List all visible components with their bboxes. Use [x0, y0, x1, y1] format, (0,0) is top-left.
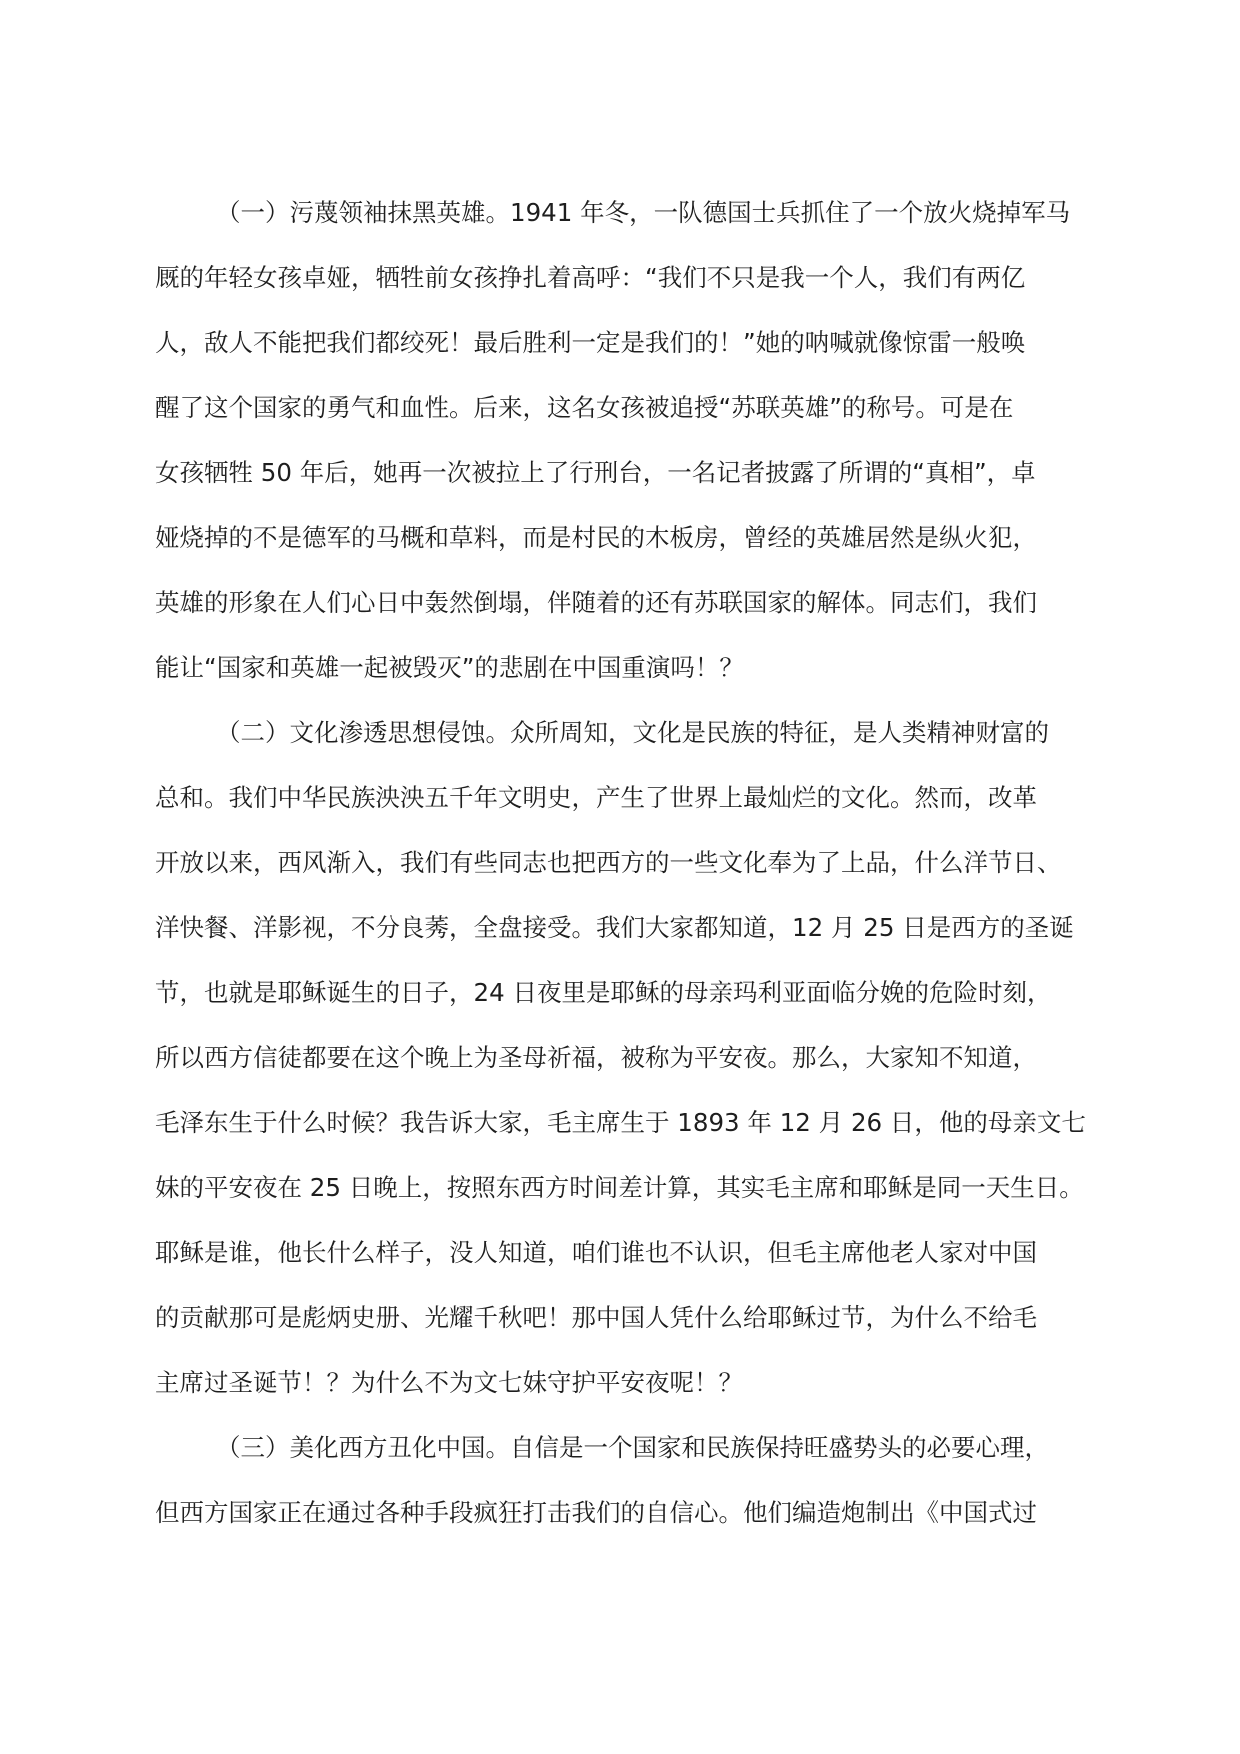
- text-line-6: 娅烧掉的不是德军的马概和草料，而是村民的木板房，曾经的英雄居然是纵火犯，: [155, 523, 1037, 552]
- text-line-11: 开放以来，西风渐入，我们有些同志也把西方的一些文化奉为了上品，什么洋节日、: [155, 848, 1062, 877]
- text-line-13: 节，也就是耶稣诞生的日子，24 日夜里是耶稣的母亲玛利亚面临分娩的危险时刻，: [155, 978, 1052, 1007]
- text-line-16: 妹的平安夜在 25 日晚上，按照东西方时间差计算，其实毛主席和耶稣是同一天生日。: [155, 1173, 1084, 1202]
- text-line-5: 女孩牺牲 50 年后，她再一次被拉上了行刑台，一名记者披露了所谓的“真相”，卓: [155, 458, 1036, 487]
- text-line-17: 耶稣是谁，他长什么样子，没人知道，咱们谁也不认识，但毛主席他老人家对中国: [155, 1238, 1037, 1267]
- text-line-4: 醒了这个国家的勇气和血性。后来，这名女孩被追授“苏联英雄”的称号。可是在: [155, 393, 1014, 422]
- text-line-21: 但西方国家正在通过各种手段疯狂打击我们的自信心。他们编造炮制出《中国式过: [155, 1498, 1037, 1527]
- text-line-7: 英雄的形象在人们心日中轰然倒塌，伴随着的还有苏联国家的解体。同志们，我们: [155, 588, 1037, 617]
- text-line-2: 厩的年轻女孩卓娅，牺牲前女孩挣扎着高呼：“我们不只是我一个人，我们有两亿: [155, 263, 1026, 292]
- text-line-12: 洋快餐、洋影视，不分良莠，全盘接受。我们大家都知道，12 月 25 日是西方的圣诞: [155, 913, 1074, 942]
- text-line-14: 所以西方信徒都要在这个晚上为圣母祈福，被称为平安夜。那么，大家知不知道，: [155, 1043, 1037, 1072]
- text-line-3: 人，敌人不能把我们都绞死！最后胜利一定是我们的！”她的呐喊就像惊雷一般唤: [155, 328, 1026, 357]
- text-line-1: （一）污蔑领袖抹黑英雄。1941 年冬，一队德国士兵抓住了一个放火烧掉军马: [216, 198, 1071, 227]
- text-line-19: 主席过圣诞节！？为什么不为文七妹守护平安夜呢！？: [155, 1368, 743, 1397]
- text-line-10: 总和。我们中华民族泱泱五千年文明史，产生了世界上最灿烂的文化。然而，改革: [155, 783, 1037, 812]
- text-line-18: 的贡献那可是彪炳史册、光耀千秋吧！那中国人凭什么给耶稣过节，为什么不给毛: [155, 1303, 1037, 1332]
- text-line-9: （二）文化渗透思想侵蚀。众所周知，文化是民族的特征，是人类精神财富的: [216, 718, 1049, 747]
- text-line-20: （三）美化西方丑化中国。自信是一个国家和民族保持旺盛势头的必要心理，: [216, 1433, 1049, 1462]
- text-line-8: 能让“国家和英雄一起被毁灭”的悲剧在中国重演吗！？: [155, 653, 744, 682]
- text-line-15: 毛泽东生于什么时候？我告诉大家，毛主席生于 1893 年 12 月 26 日，他的母亲文七: [155, 1108, 1086, 1137]
